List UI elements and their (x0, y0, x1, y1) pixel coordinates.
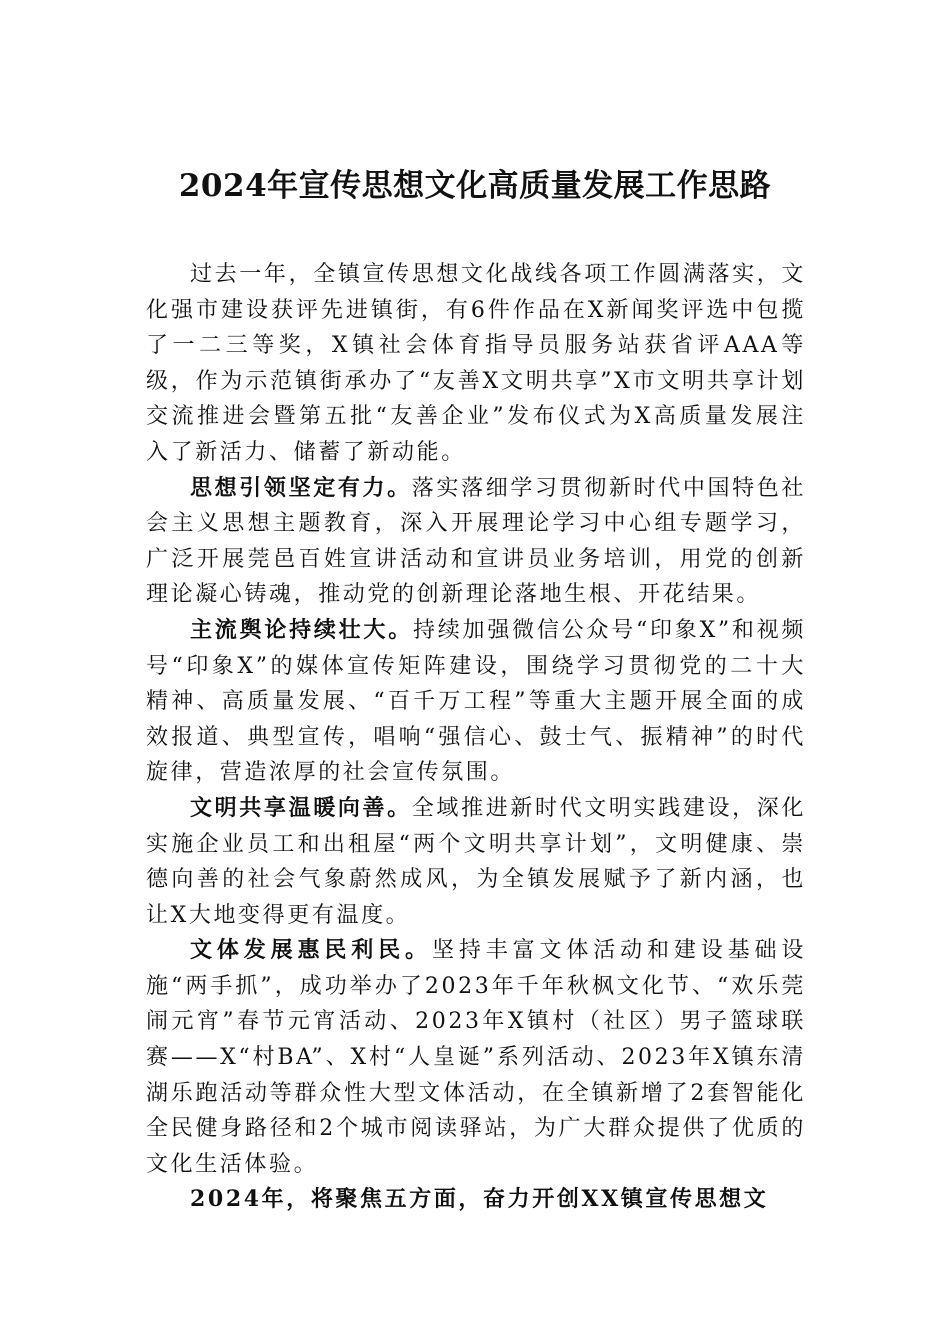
paragraph-lead: 文体发展惠民利民。 (190, 937, 432, 964)
paragraph-text: 过去一年，全镇宣传思想文化战线各项工作圆满落实，文化强市建设获评先进镇街，有6件作品在X新闻奖评选中包揽了一二三等奖，X镇社会体育指导员服务站获省评AAA等级，作为示范镇街承办了“友善X文明共享”X市文明共享计划交流推进会暨第五批“友善企业”发布仪式为X高质量发展注入了新活力、储蓄了新动能。 (146, 262, 806, 465)
paragraph-public-opinion (146, 613, 806, 791)
paragraph-2024-focus (146, 1182, 806, 1218)
paragraph-lead: 2024年，将聚焦五方面，奋力开创XX镇宣传思想文 (190, 1186, 769, 1213)
paragraph-civilization-sharing (146, 791, 806, 933)
paragraph-lead: 思想引领坚定有力。 (190, 474, 412, 501)
paragraph-culture-sports (146, 933, 806, 1182)
paragraph-text: 持续加强微信公众号“印象X”和视频号“印象X”的媒体宣传矩阵建设，围绕学习贯彻党的二十大精神、高质量发展、“百千万工程”等重大主题开展全面的成效报道、典型宣传，唱响“强信心、鼓士气、振精神”的时代旋律，营造浓厚的社会宣传氛围。 (146, 617, 807, 786)
paragraph-lead: 主流舆论持续壮大。 (190, 616, 413, 643)
document-title: 2024年宣传思想文化高质量发展工作思路 (178, 168, 772, 204)
paragraph-text: 落实落细学习贯彻新时代中国特色社会主义思想主题教育，深入开展理论学习中心组专题学习，广泛开展莞邑百姓宣讲活动和宣讲员业务培训，用党的创新理论凝心铸魂，推动党的创新理论落地生根、开花结果。 (146, 475, 806, 608)
document-body (146, 257, 806, 1218)
paragraph-lead: 文明共享温暖向善。 (190, 794, 412, 821)
paragraph-text: 坚持丰富文体活动和建设基础设施“两手抓”，成功举办了2023年千年秋枫文化节、“欢乐莞 闹元宵”春节元宵活动、2023年X镇村（社区）男子篮球联赛——X“村BA”、X村“人皇诞”系列活动、2023年X镇东清湖乐跑活动等群众性大型文体活动，在全镇新增了2套智能化全民健身路径和2个城市阅读驿站，为广大群众提供了优质的文化生活体验。 (146, 938, 806, 1177)
paragraph-intro (146, 257, 806, 471)
paragraph-thought-guidance (146, 471, 806, 613)
paragraph-text: 全域推进新时代文明实践建设，深化实施企业员工和出租屋“两个文明共享计划”，文明健康、崇德向善的社会气象蔚然成风，为全镇发展赋予了新内涵，也让X大地变得更有温度。 (146, 795, 806, 928)
